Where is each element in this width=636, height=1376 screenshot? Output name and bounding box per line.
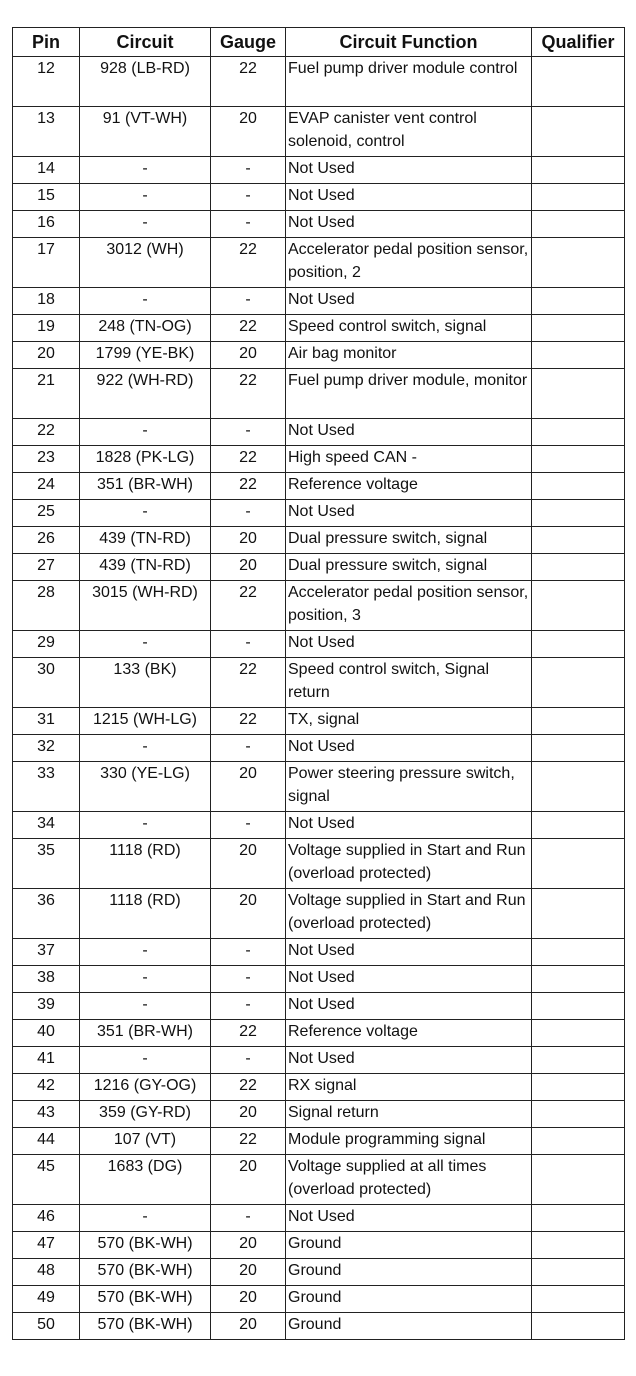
table-row xyxy=(13,1101,625,1128)
function-cell: Speed control switch, Signal return xyxy=(286,658,532,708)
function-cell: Voltage supplied at all times (overload protected) xyxy=(286,1155,532,1205)
pin-cell: 22 xyxy=(13,419,80,446)
gauge-cell: - xyxy=(211,211,286,238)
circuit-cell: - xyxy=(80,500,211,527)
circuit-cell: 107 (VT) xyxy=(80,1128,211,1155)
qualifier-cell xyxy=(532,1205,625,1232)
circuit-cell: 928 (LB-RD) xyxy=(80,57,211,107)
qualifier-cell xyxy=(532,211,625,238)
circuit-cell: - xyxy=(80,1205,211,1232)
function-cell: Power steering pressure switch, signal xyxy=(286,762,532,812)
function-cell: Ground xyxy=(286,1286,532,1313)
pin-cell: 35 xyxy=(13,839,80,889)
function-cell: Not Used xyxy=(286,735,532,762)
circuit-cell: 1683 (DG) xyxy=(80,1155,211,1205)
function-cell: Not Used xyxy=(286,966,532,993)
qualifier-cell xyxy=(532,107,625,157)
pinout-table xyxy=(12,27,625,1340)
gauge-cell: 20 xyxy=(211,1232,286,1259)
circuit-cell: - xyxy=(80,288,211,315)
pin-cell: 48 xyxy=(13,1259,80,1286)
header-row xyxy=(13,28,625,57)
pin-cell: 31 xyxy=(13,708,80,735)
qualifier-cell xyxy=(532,735,625,762)
qualifier-cell xyxy=(532,762,625,812)
qualifier-cell xyxy=(532,631,625,658)
circuit-cell: 570 (BK-WH) xyxy=(80,1286,211,1313)
table-row xyxy=(13,473,625,500)
gauge-cell: 22 xyxy=(211,1128,286,1155)
gauge-cell: 20 xyxy=(211,839,286,889)
gauge-cell: 20 xyxy=(211,1313,286,1340)
pin-cell: 43 xyxy=(13,1101,80,1128)
table-row xyxy=(13,1232,625,1259)
function-cell: Signal return xyxy=(286,1101,532,1128)
circuit-cell: 1118 (RD) xyxy=(80,839,211,889)
circuit-cell: 1799 (YE-BK) xyxy=(80,342,211,369)
function-cell: Module programming signal xyxy=(286,1128,532,1155)
qualifier-cell xyxy=(532,993,625,1020)
function-cell: Dual pressure switch, signal xyxy=(286,527,532,554)
qualifier-cell xyxy=(532,839,625,889)
function-cell: Dual pressure switch, signal xyxy=(286,554,532,581)
pin-cell: 25 xyxy=(13,500,80,527)
qualifier-cell xyxy=(532,554,625,581)
function-cell: Fuel pump driver module control xyxy=(286,57,532,107)
circuit-cell: - xyxy=(80,631,211,658)
pin-cell: 27 xyxy=(13,554,80,581)
table-body xyxy=(13,57,625,1340)
function-cell: RX signal xyxy=(286,1074,532,1101)
table-row xyxy=(13,762,625,812)
table-row xyxy=(13,1205,625,1232)
gauge-cell: - xyxy=(211,184,286,211)
gauge-cell: 22 xyxy=(211,1020,286,1047)
pin-cell: 32 xyxy=(13,735,80,762)
pin-cell: 15 xyxy=(13,184,80,211)
qualifier-cell xyxy=(532,446,625,473)
pin-cell: 47 xyxy=(13,1232,80,1259)
function-cell: Reference voltage xyxy=(286,1020,532,1047)
pin-cell: 14 xyxy=(13,157,80,184)
gauge-cell: 22 xyxy=(211,1074,286,1101)
pin-cell: 19 xyxy=(13,315,80,342)
gauge-cell: - xyxy=(211,993,286,1020)
qualifier-cell xyxy=(532,342,625,369)
gauge-cell: - xyxy=(211,631,286,658)
qualifier-cell xyxy=(532,500,625,527)
function-cell: Not Used xyxy=(286,211,532,238)
gauge-cell: - xyxy=(211,735,286,762)
qualifier-cell xyxy=(532,527,625,554)
table-row xyxy=(13,889,625,939)
gauge-cell: 22 xyxy=(211,446,286,473)
pin-cell: 26 xyxy=(13,527,80,554)
table-row xyxy=(13,1259,625,1286)
qualifier-cell xyxy=(532,1286,625,1313)
qualifier-cell xyxy=(532,1047,625,1074)
pin-cell: 40 xyxy=(13,1020,80,1047)
gauge-cell: 22 xyxy=(211,581,286,631)
gauge-cell: 20 xyxy=(211,554,286,581)
function-cell: Not Used xyxy=(286,993,532,1020)
table-row xyxy=(13,211,625,238)
pin-cell: 49 xyxy=(13,1286,80,1313)
circuit-cell: 351 (BR-WH) xyxy=(80,1020,211,1047)
table-row xyxy=(13,315,625,342)
circuit-cell: 91 (VT-WH) xyxy=(80,107,211,157)
qualifier-cell xyxy=(532,1232,625,1259)
header-circuit-function: Circuit Function xyxy=(286,28,532,57)
qualifier-cell xyxy=(532,1101,625,1128)
pin-cell: 17 xyxy=(13,238,80,288)
qualifier-cell xyxy=(532,966,625,993)
pin-cell: 16 xyxy=(13,211,80,238)
gauge-cell: - xyxy=(211,1205,286,1232)
pin-cell: 21 xyxy=(13,369,80,419)
gauge-cell: - xyxy=(211,500,286,527)
gauge-cell: - xyxy=(211,157,286,184)
header-qualifier: Qualifier xyxy=(532,28,625,57)
circuit-cell: 248 (TN-OG) xyxy=(80,315,211,342)
table-row xyxy=(13,157,625,184)
pin-cell: 23 xyxy=(13,446,80,473)
qualifier-cell xyxy=(532,473,625,500)
circuit-cell: 570 (BK-WH) xyxy=(80,1232,211,1259)
circuit-cell: 1828 (PK-LG) xyxy=(80,446,211,473)
gauge-cell: - xyxy=(211,1047,286,1074)
pin-cell: 44 xyxy=(13,1128,80,1155)
table-row xyxy=(13,500,625,527)
pin-cell: 30 xyxy=(13,658,80,708)
gauge-cell: - xyxy=(211,288,286,315)
qualifier-cell xyxy=(532,889,625,939)
function-cell: Ground xyxy=(286,1259,532,1286)
header-gauge: Gauge xyxy=(211,28,286,57)
circuit-cell: 359 (GY-RD) xyxy=(80,1101,211,1128)
gauge-cell: 20 xyxy=(211,107,286,157)
function-cell: Voltage supplied in Start and Run (overload protected) xyxy=(286,889,532,939)
qualifier-cell xyxy=(532,1074,625,1101)
function-cell: Ground xyxy=(286,1313,532,1340)
pin-cell: 13 xyxy=(13,107,80,157)
table-row xyxy=(13,1313,625,1340)
pin-cell: 24 xyxy=(13,473,80,500)
circuit-cell: 3015 (WH-RD) xyxy=(80,581,211,631)
circuit-cell: 1215 (WH-LG) xyxy=(80,708,211,735)
table-row xyxy=(13,184,625,211)
function-cell: Not Used xyxy=(286,157,532,184)
gauge-cell: - xyxy=(211,419,286,446)
circuit-cell: 3012 (WH) xyxy=(80,238,211,288)
function-cell: Fuel pump driver module, monitor xyxy=(286,369,532,419)
table-row xyxy=(13,581,625,631)
pin-cell: 33 xyxy=(13,762,80,812)
qualifier-cell xyxy=(532,1259,625,1286)
qualifier-cell xyxy=(532,184,625,211)
gauge-cell: - xyxy=(211,966,286,993)
gauge-cell: 20 xyxy=(211,527,286,554)
function-cell: Not Used xyxy=(286,500,532,527)
table-row xyxy=(13,1128,625,1155)
circuit-cell: 439 (TN-RD) xyxy=(80,554,211,581)
qualifier-cell xyxy=(532,57,625,107)
pin-cell: 36 xyxy=(13,889,80,939)
function-cell: Accelerator pedal position sensor, position, 3 xyxy=(286,581,532,631)
pin-cell: 12 xyxy=(13,57,80,107)
table-row xyxy=(13,735,625,762)
pin-cell: 29 xyxy=(13,631,80,658)
qualifier-cell xyxy=(532,419,625,446)
table-row xyxy=(13,238,625,288)
function-cell: EVAP canister vent control solenoid, control xyxy=(286,107,532,157)
gauge-cell: 20 xyxy=(211,1155,286,1205)
gauge-cell: - xyxy=(211,812,286,839)
table-row xyxy=(13,1286,625,1313)
circuit-cell: - xyxy=(80,735,211,762)
header-pin: Pin xyxy=(13,28,80,57)
circuit-cell: 133 (BK) xyxy=(80,658,211,708)
gauge-cell: 22 xyxy=(211,708,286,735)
table-row xyxy=(13,939,625,966)
pin-cell: 42 xyxy=(13,1074,80,1101)
circuit-cell: - xyxy=(80,184,211,211)
qualifier-cell xyxy=(532,1020,625,1047)
function-cell: Not Used xyxy=(286,288,532,315)
gauge-cell: - xyxy=(211,939,286,966)
function-cell: Accelerator pedal position sensor, position, 2 xyxy=(286,238,532,288)
table-row xyxy=(13,446,625,473)
function-cell: Air bag monitor xyxy=(286,342,532,369)
table-row xyxy=(13,993,625,1020)
circuit-cell: - xyxy=(80,966,211,993)
table-row xyxy=(13,708,625,735)
gauge-cell: 20 xyxy=(211,1286,286,1313)
function-cell: Not Used xyxy=(286,939,532,966)
gauge-cell: 22 xyxy=(211,473,286,500)
gauge-cell: 20 xyxy=(211,1259,286,1286)
function-cell: Voltage supplied in Start and Run (overload protected) xyxy=(286,839,532,889)
circuit-cell: - xyxy=(80,939,211,966)
qualifier-cell xyxy=(532,939,625,966)
gauge-cell: 22 xyxy=(211,658,286,708)
pin-cell: 39 xyxy=(13,993,80,1020)
qualifier-cell xyxy=(532,369,625,419)
circuit-cell: 922 (WH-RD) xyxy=(80,369,211,419)
function-cell: High speed CAN - xyxy=(286,446,532,473)
qualifier-cell xyxy=(532,1155,625,1205)
pin-cell: 18 xyxy=(13,288,80,315)
table-row xyxy=(13,839,625,889)
table-row xyxy=(13,1047,625,1074)
pin-cell: 46 xyxy=(13,1205,80,1232)
table-row xyxy=(13,1020,625,1047)
circuit-cell: - xyxy=(80,1047,211,1074)
gauge-cell: 20 xyxy=(211,762,286,812)
function-cell: Reference voltage xyxy=(286,473,532,500)
gauge-cell: 20 xyxy=(211,889,286,939)
pin-cell: 50 xyxy=(13,1313,80,1340)
function-cell: Not Used xyxy=(286,1205,532,1232)
function-cell: Not Used xyxy=(286,419,532,446)
function-cell: Ground xyxy=(286,1232,532,1259)
circuit-cell: - xyxy=(80,157,211,184)
gauge-cell: 20 xyxy=(211,342,286,369)
gauge-cell: 22 xyxy=(211,369,286,419)
circuit-cell: 351 (BR-WH) xyxy=(80,473,211,500)
table-row xyxy=(13,342,625,369)
qualifier-cell xyxy=(532,315,625,342)
table-row xyxy=(13,419,625,446)
function-cell: Not Used xyxy=(286,812,532,839)
table-row xyxy=(13,658,625,708)
qualifier-cell xyxy=(532,812,625,839)
pin-cell: 34 xyxy=(13,812,80,839)
gauge-cell: 22 xyxy=(211,57,286,107)
pin-cell: 20 xyxy=(13,342,80,369)
function-cell: Not Used xyxy=(286,184,532,211)
qualifier-cell xyxy=(532,1313,625,1340)
qualifier-cell xyxy=(532,157,625,184)
table-row xyxy=(13,1074,625,1101)
table-row xyxy=(13,966,625,993)
qualifier-cell xyxy=(532,238,625,288)
pin-cell: 45 xyxy=(13,1155,80,1205)
table-row xyxy=(13,1155,625,1205)
function-cell: Not Used xyxy=(286,1047,532,1074)
pin-cell: 41 xyxy=(13,1047,80,1074)
qualifier-cell xyxy=(532,658,625,708)
circuit-cell: 330 (YE-LG) xyxy=(80,762,211,812)
function-cell: TX, signal xyxy=(286,708,532,735)
qualifier-cell xyxy=(532,1128,625,1155)
circuit-cell: - xyxy=(80,419,211,446)
table-row xyxy=(13,107,625,157)
table-row xyxy=(13,57,625,107)
table-row xyxy=(13,631,625,658)
gauge-cell: 22 xyxy=(211,238,286,288)
qualifier-cell xyxy=(532,581,625,631)
table-row xyxy=(13,554,625,581)
table-row xyxy=(13,288,625,315)
qualifier-cell xyxy=(532,288,625,315)
header-circuit: Circuit xyxy=(80,28,211,57)
circuit-cell: 1118 (RD) xyxy=(80,889,211,939)
circuit-cell: 570 (BK-WH) xyxy=(80,1259,211,1286)
circuit-cell: - xyxy=(80,812,211,839)
pin-cell: 38 xyxy=(13,966,80,993)
gauge-cell: 20 xyxy=(211,1101,286,1128)
gauge-cell: 22 xyxy=(211,315,286,342)
pin-cell: 28 xyxy=(13,581,80,631)
circuit-cell: - xyxy=(80,211,211,238)
circuit-cell: 1216 (GY-OG) xyxy=(80,1074,211,1101)
table-row xyxy=(13,369,625,419)
table-row xyxy=(13,527,625,554)
function-cell: Speed control switch, signal xyxy=(286,315,532,342)
pin-cell: 37 xyxy=(13,939,80,966)
circuit-cell: 439 (TN-RD) xyxy=(80,527,211,554)
table-row xyxy=(13,812,625,839)
qualifier-cell xyxy=(532,708,625,735)
circuit-cell: 570 (BK-WH) xyxy=(80,1313,211,1340)
function-cell: Not Used xyxy=(286,631,532,658)
circuit-cell: - xyxy=(80,993,211,1020)
